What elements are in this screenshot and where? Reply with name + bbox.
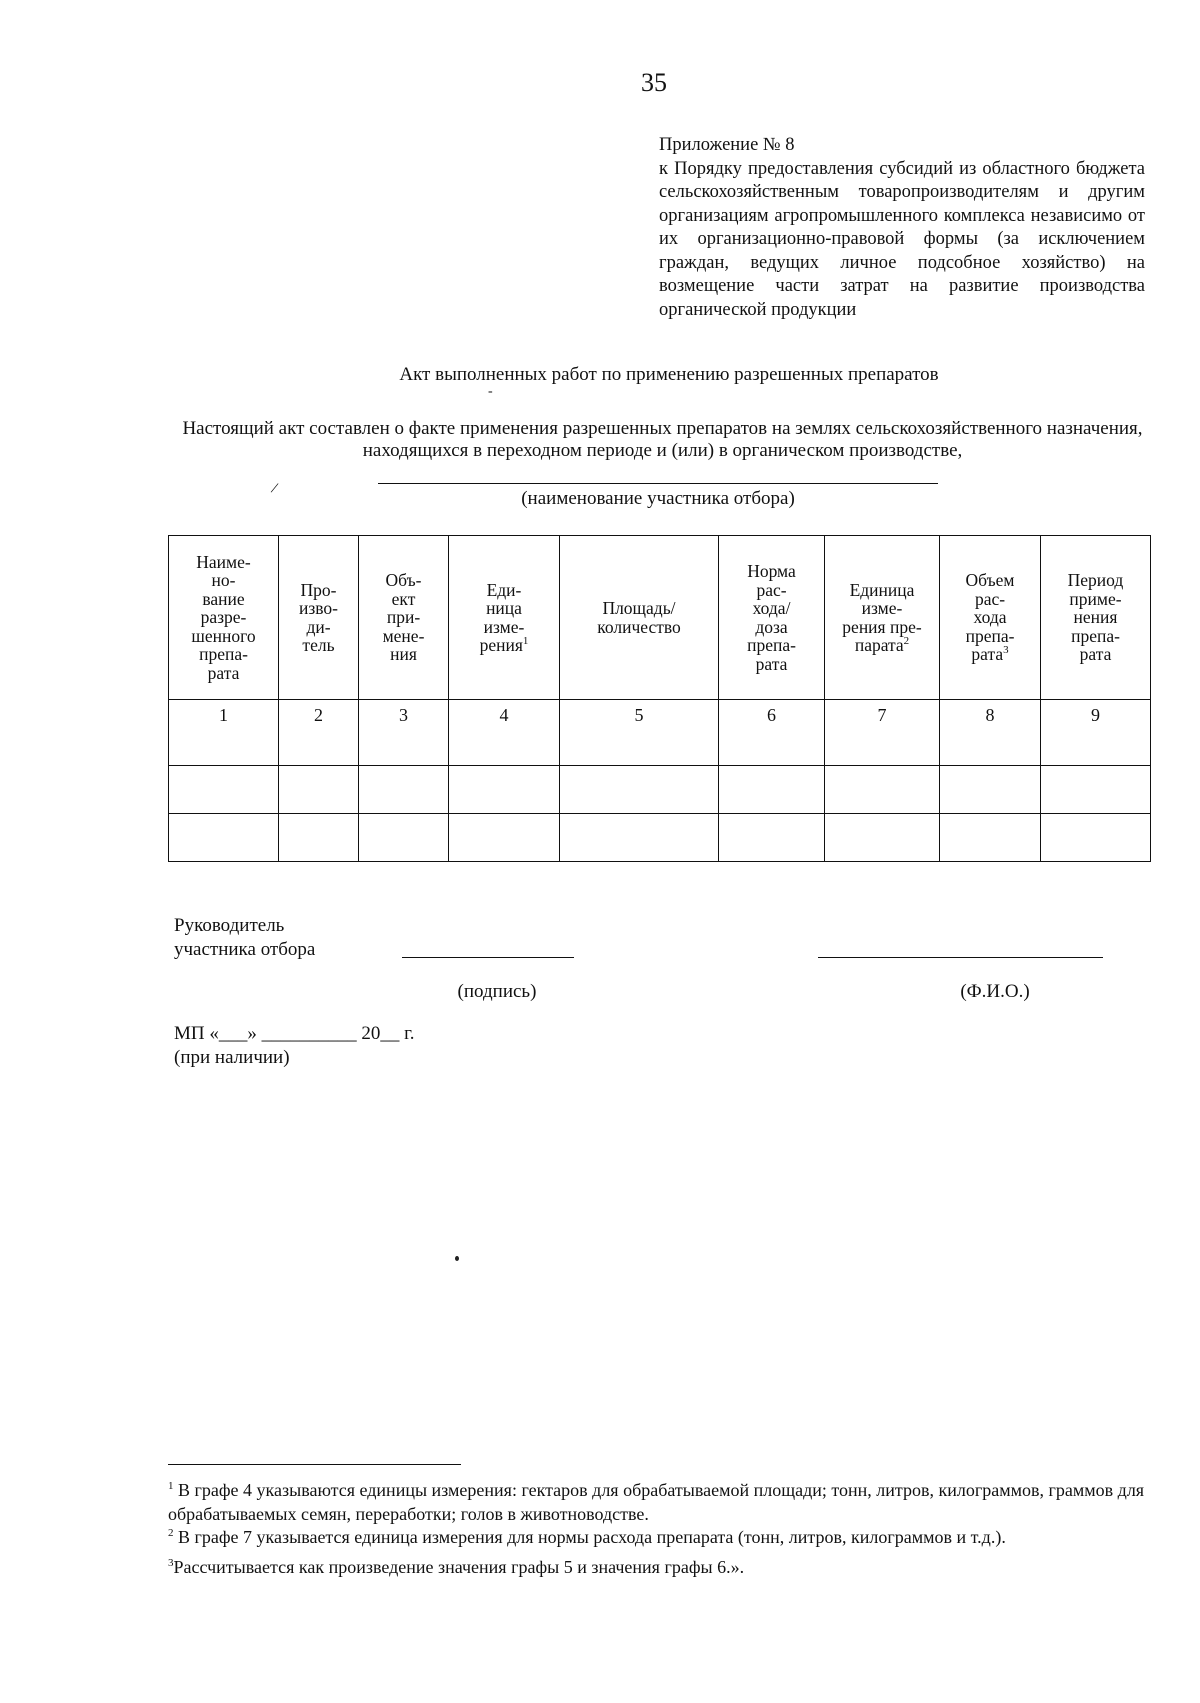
column-header [449, 536, 560, 700]
footnote-mark: 2 [168, 1527, 174, 1539]
table-cell[interactable] [169, 766, 279, 814]
column-header [359, 536, 449, 700]
table-cell[interactable] [825, 766, 940, 814]
column-header-text: Норма рас- хода/ доза препа- рата [747, 561, 796, 674]
table-cell[interactable] [825, 814, 940, 862]
column-header [1041, 536, 1151, 700]
stray-dash-mark: - [488, 384, 493, 399]
column-number: 5 [560, 700, 719, 766]
footnote-mark: 1 [168, 1480, 174, 1492]
column-header [169, 536, 279, 700]
participant-name-caption: (наименование участника отбора) [521, 488, 795, 509]
table-cell[interactable] [359, 766, 449, 814]
column-number: 1 [169, 700, 279, 766]
table-cell[interactable] [940, 766, 1041, 814]
participant-name-line[interactable] [378, 483, 938, 484]
table-row [169, 766, 1151, 814]
column-number: 7 [825, 700, 940, 766]
column-header [279, 536, 359, 700]
column-number: 6 [719, 700, 825, 766]
footnote-mark: 3 [168, 1556, 174, 1569]
table-cell[interactable] [449, 766, 560, 814]
column-number: 9 [1041, 700, 1151, 766]
full-name-caption: (Ф.И.О.) [960, 981, 1030, 1002]
footnote-ref: 3 [1003, 644, 1009, 657]
table-cell[interactable] [940, 814, 1041, 862]
stray-dot-mark [455, 1256, 459, 1261]
stray-slash-mark: / [269, 479, 280, 498]
act-title: Акт выполненных работ по применению разрешенных препаратов [399, 364, 939, 385]
column-header [719, 536, 825, 700]
footnotes [168, 1479, 1158, 1579]
table-header-row [169, 536, 1151, 700]
table-cell[interactable] [560, 766, 719, 814]
column-header-text: Единица изме- рения пре- парата [842, 579, 922, 655]
table-cell[interactable] [279, 814, 359, 862]
table-cell[interactable] [1041, 814, 1151, 862]
appendix-text: к Порядку предоставления субсидий из областного бюджета сельскохозяйственным товаропроизводителям и другим организациям агропромышленного комплекса независимо от их организационно-правовой формы (за исключением граждан, ведущих личное подсобное хозяйство) на возмещение части затрат на развитие производства органической продукции [659, 158, 1145, 320]
table-cell[interactable] [359, 814, 449, 862]
footnote-separator [168, 1464, 461, 1465]
appendix-title: Приложение № 8 [659, 135, 795, 155]
signature-line[interactable] [402, 957, 574, 958]
seal-date-line: МП «___» __________ 20__ г. (при наличии) [174, 1023, 415, 1068]
table-cell[interactable] [169, 814, 279, 862]
full-name-line[interactable] [818, 957, 1103, 958]
column-number: 4 [449, 700, 560, 766]
head-of-participant-label: Руководитель участника отбора [174, 915, 316, 960]
column-header [825, 536, 940, 700]
column-number-row [169, 700, 1151, 766]
table-row [169, 814, 1151, 862]
column-header-text: Период приме- нения препа- рата [1067, 570, 1124, 665]
footnote-item [168, 1526, 1158, 1550]
column-header-text: Наиме- но- вание разре- шенного препа- рата [191, 551, 256, 683]
column-header-text: Объем рас- хода препа- рата [965, 570, 1015, 665]
page-number: 35 [641, 68, 667, 97]
appendix-block [659, 134, 1145, 322]
footnote-text: Рассчитывается как произведение значения графы 5 и значения графы 6.». [173, 1556, 745, 1577]
column-header-text: Про- изво- ди- тель [299, 579, 338, 655]
footnote-ref: 2 [903, 635, 910, 648]
column-header [560, 536, 719, 700]
signature-caption: (подпись) [457, 981, 537, 1002]
footnote-item [168, 1479, 1158, 1526]
footnote-text: В графе 4 указываются единицы измерения: гектаров для обрабатываемой площади; тонн, литров, килограммов, граммов для обрабатываемых семян, переработки; голов в животноводстве. [168, 1480, 1145, 1524]
column-header [940, 536, 1041, 700]
column-number: 3 [359, 700, 449, 766]
footnote-ref: 1 [522, 635, 529, 648]
column-number: 2 [279, 700, 359, 766]
column-number: 8 [940, 700, 1041, 766]
intro-text: Настоящий акт составлен о факте применения разрешенных препаратов на землях сельскохозяйственного назначения, находящихся в переходном периоде и (или) в органическом производстве, [182, 418, 1143, 461]
table-cell[interactable] [279, 766, 359, 814]
table-cell[interactable] [719, 814, 825, 862]
table-cell[interactable] [560, 814, 719, 862]
works-table [168, 535, 1151, 862]
footnote-item [168, 1556, 1158, 1580]
column-header-text: Объ- ект при- мене- ния [382, 570, 425, 665]
column-header-text: Площадь/ количество [597, 598, 681, 637]
table-cell[interactable] [1041, 766, 1151, 814]
column-header-text: Еди- ница изме- рения [479, 579, 525, 655]
footnote-text: В графе 7 указывается единица измерения для нормы расхода препарата (тонн, литров, килограммов и т.д.). [173, 1527, 1006, 1547]
table-cell[interactable] [719, 766, 825, 814]
table-cell[interactable] [449, 814, 560, 862]
